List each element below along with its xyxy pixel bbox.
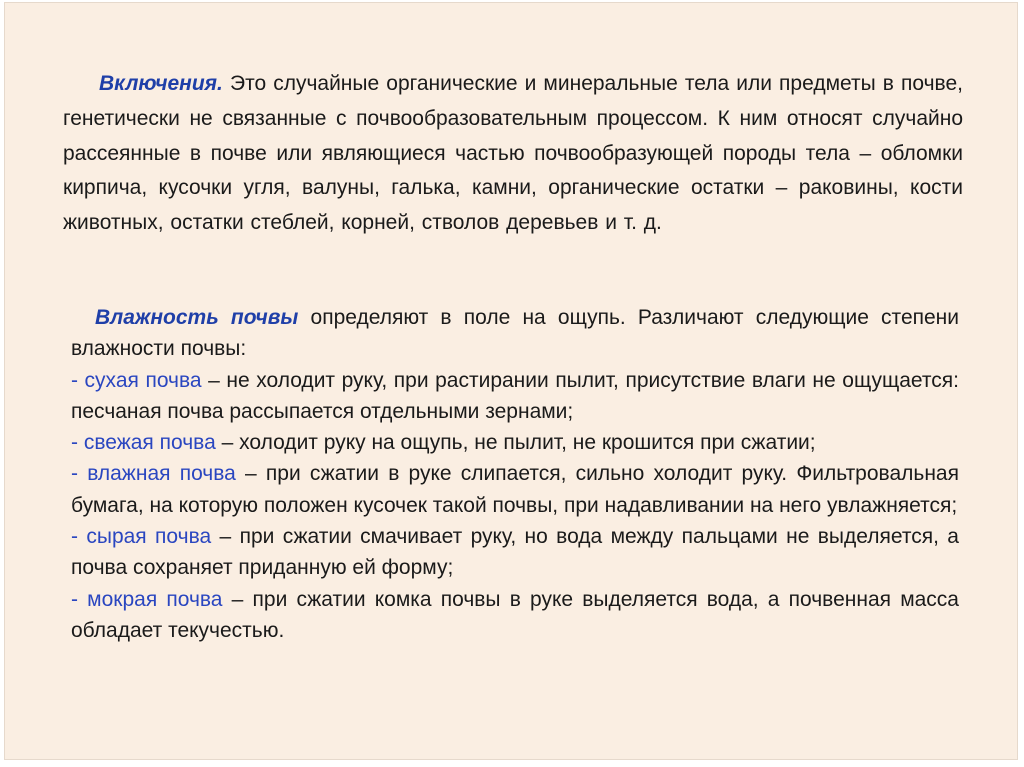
damp-soil-term: - сырая почва	[71, 525, 212, 549]
list-item	[71, 584, 959, 647]
fresh-soil-text: – холодит руку на ощупь, не пылит, не крошится при сжатии;	[221, 431, 816, 455]
moisture-intro-text: определяют в поле на ощупь. Различают следующие степени влажности почвы:	[71, 306, 959, 361]
inclusions-term: Включения.	[99, 72, 223, 95]
dry-soil-term: - сухая почва	[71, 368, 202, 392]
list-item	[71, 365, 959, 428]
wet-soil-term: - мокрая почва	[71, 587, 223, 611]
dry-soil-text: – не холодит руку, при растирании пылит, присутствие влаги не ощущается: песчаная почва рассыпается отдельными зернами;	[71, 368, 959, 423]
slide	[4, 2, 1018, 760]
inclusions-paragraph	[63, 67, 963, 241]
wet-soil-text: – при сжатии комка почвы в руке выделяется вода, а почвенная масса обладает текучестью.	[71, 587, 959, 642]
fresh-soil-term: - свежая почва	[71, 431, 216, 455]
inclusions-text: Это случайные органические и минеральные тела или предметы в почве, генетически не связанные с почвообразовательным процессом. К ним относят случайно рассеянные в почве или являющиеся частью почвообразующей породы тела – обломки кирпича, кусочки угля, валуны, галька, камни, органические остатки – раковины, кости животных, остатки стеблей, корней, стволов деревьев и т. д.	[63, 72, 963, 235]
moist-soil-text: – при сжатии в руке слипается, сильно холодит руку. Фильтровальная бумага, на которую положен кусочек такой почвы, при надавливании на него увлажняется;	[71, 462, 959, 517]
damp-soil-text: – при сжатии смачивает руку, но вода между пальцами не выделяется, а почва сохраняет приданную ей форму;	[71, 525, 959, 580]
moist-soil-term: - влажная почва	[71, 462, 236, 486]
moisture-intro	[71, 302, 959, 365]
list-item	[71, 427, 959, 458]
list-item	[71, 458, 959, 521]
list-item	[71, 521, 959, 584]
moisture-term: Влажность почвы	[95, 306, 299, 329]
moisture-paragraph	[71, 302, 959, 646]
